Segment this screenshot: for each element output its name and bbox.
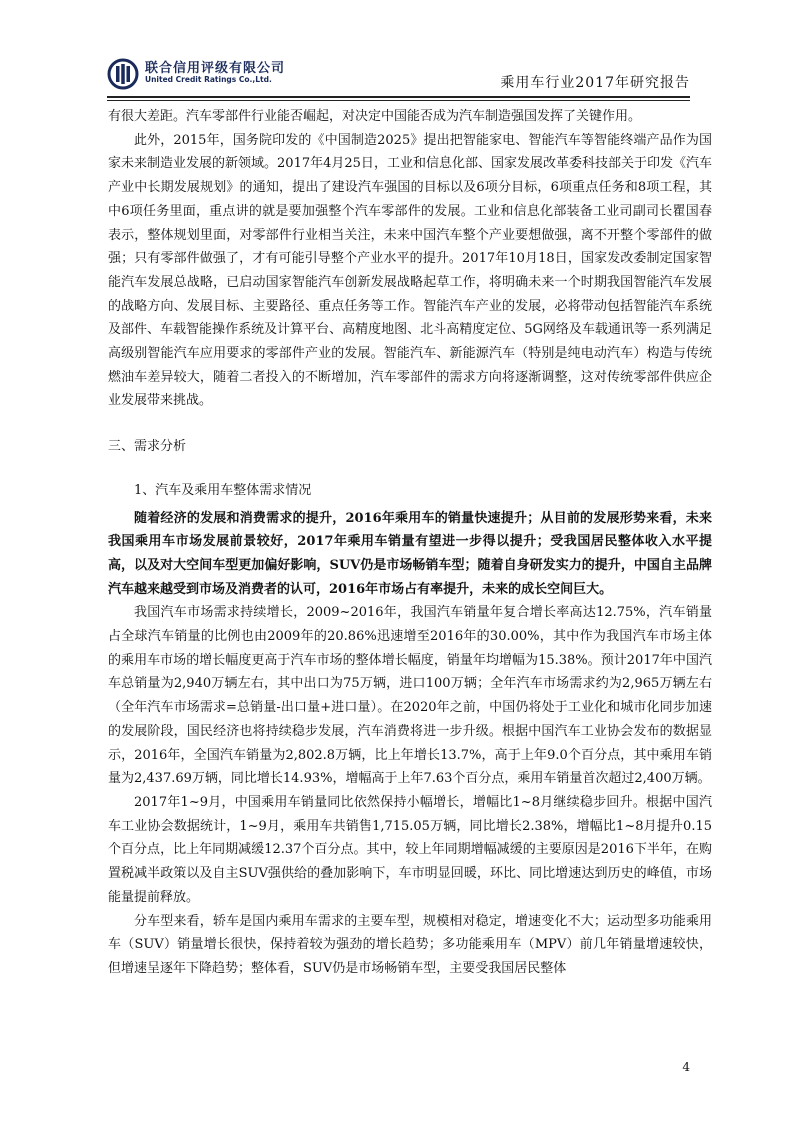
company-name-en: United Credit Ratings Co.,Ltd. (145, 75, 272, 84)
header-rule (107, 96, 690, 98)
paragraph: 有很大差距。汽车零部件行业能否崛起，对决定中国能否成为汽车制造强国发挥了关键作用。 (108, 109, 642, 124)
body-text (108, 105, 712, 981)
subsection-heading: 1、汽车及乘用车整体需求情况 (134, 482, 312, 498)
section-heading: 三、需求分析 (108, 439, 187, 455)
paragraph: 此外，2015年，国务院印发的《中国制造2025》提出把智能家电、智能汽车等智能终端产品作为国家未来制造业发展的新领域。2017年4月25日，工业和信息化部、国家发展改革委科技部关于印发《汽车产业中长期发展规划》的通知，提出了建设汽车强国的目标以及6项分目标，6项重点任务和8项工程，其中6项任务里面，重点讲的就是要加强整个汽车零部件的发展。工业和信息化部装备工业司副司长瞿国春表示，整体规划里面，对零部件行业相当关注，未来中国汽车整个产业要想做强，离不开整个零部件的做强；只有零部件做强了，才有可能引导整个产业水平的提升。2017年10月18日，国家发改委制定国家智能汽车发展总战略，已启动国家智能汽车创新发展战略起草工作，将明确未来一个时期我国智能汽车发展的战略方向、发展目标、主要路径、重点任务等工作。智能汽车产业的发展，必将带动包括智能汽车系统及部件、车载智能操作系统及计算平台、高精度地图、北斗高精度定位、5G网络及车载通讯等一系列满足高级别智能汽车应用要求的零部件产业的发展。智能汽车、新能源汽车（特别是纯电动汽车）构造与传统燃油车差异较大，随着二者投入的不断增加，汽车零部件的需求方向将逐渐调整，这对传统零部件供应企业发展带来挑战。 (108, 132, 712, 409)
company-logo-icon (107, 58, 139, 90)
summary-paragraph: 随着经济的发展和消费需求的提升，2016年乘用车的销量快速提升；从目前的发展形势来看，未来我国乘用车市场发展前景较好，2017年乘用车销量有望进一步得以提升；受我国居民整体收入水平提高，以及对大空间车型更加偏好影响，SUV仍是市场畅销车型；随着自身研发实力的提升，中国自主品牌汽车越来越受到市场及消费者的认可，2016年市场占有率提升，未来的成长空间巨大。 (108, 510, 712, 597)
header-rule-thin (107, 100, 690, 101)
paragraph: 我国汽车市场需求持续增长，2009~2016年，我国汽车销量年复合增长率高达12.75%，汽车销量占全球汽车销量的比例也由2009年的20.86%迅速增至2016年的30.00%，其中作为我国汽车市场主体的乘用车市场的增长幅度更高于汽车市场的整体增长幅度，销量年均增幅为15.38%。预计2017年中国汽车总销量为2,940万辆左右，其中出口为75万辆，进口100万辆；全年汽车市场需求约为2,965万辆左右（全年汽车市场需求=总销量-出口量+进口量）。在2020年之前，中国仍将处于工业化和城市化同步加速的发展阶段，国民经济也将持续稳步发展，汽车消费将进一步升级。根据中国汽车工业协会发布的数据显示，2016年，全国汽车销量为2,802.8万辆，比上年增长13.7%，高于上年9.0个百分点，其中乘用车销量为2,437.69万辆，同比增长14.93%，增幅高于上年7.63个百分点，乘用车销量首次超过2,400万辆。 (108, 605, 712, 787)
company-name-cn: 联合信用评级有限公司 (145, 61, 286, 76)
page-number: 4 (682, 1060, 690, 1074)
paragraph: 分车型来看，轿车是国内乘用车需求的主要车型，规模相对稳定，增速变化不大；运动型多功能乘用车（SUV）销量增长很快，保持着较为强劲的增长趋势；多功能乘用车（MPV）前几年销量增速较快，但增速呈逐年下降趋势；整体看，SUV仍是市场畅销车型，主要受我国居民整体 (108, 913, 712, 976)
page-header (107, 48, 690, 94)
paragraph: 2017年1~9月，中国乘用车销量同比依然保持小幅增长，增幅比1~8月继续稳步回升。根据中国汽车工业协会数据统计，1~9月，乘用车共销售1,715.05万辆，同比增长2.38%，增幅比1~8月提升0.15个百分点，比上年同期减缓12.37个百分点。其中，较上年同期增幅减缓的主要原因是2016下半年，在购置税减半政策以及自主SUV强供给的叠加影响下，车市明显回暖，环比、同比增速达到历史的峰值，市场能量提前释放。 (108, 794, 712, 905)
report-title: 乘用车行业2017年研究报告 (500, 75, 690, 91)
